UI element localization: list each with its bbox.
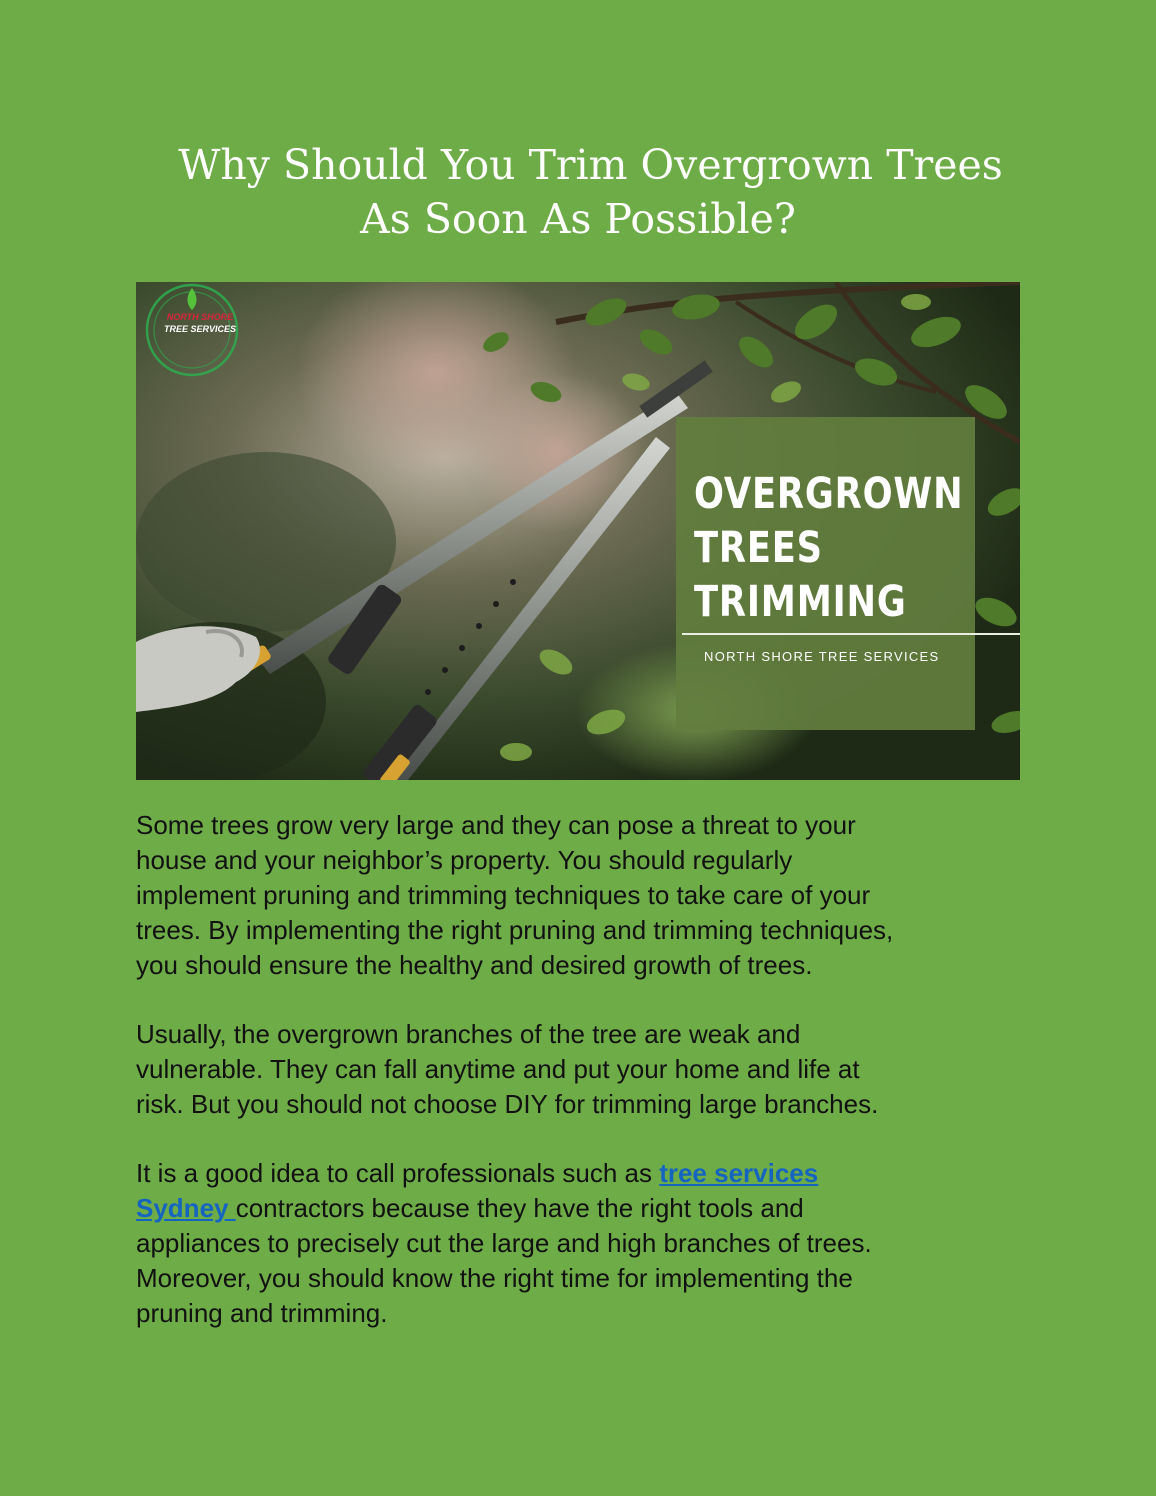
paragraph-line: you should ensure the healthy and desired growth of trees. xyxy=(136,950,813,980)
paragraph-line: risk. But you should not choose DIY for trimming large branches. xyxy=(136,1089,879,1119)
hero-divider xyxy=(682,633,1020,635)
paragraph-line: pruning and trimming. xyxy=(136,1298,388,1328)
paragraph-3 xyxy=(136,1156,1036,1331)
article-body xyxy=(136,808,1036,1365)
tree-services-sydney-link-continued[interactable]: Sydney xyxy=(136,1193,236,1223)
logo-text-line-2: TREE SERVICES xyxy=(163,324,237,334)
hero-heading-line-2: TREES xyxy=(694,523,823,573)
logo-text-line-1: NORTH SHORE xyxy=(166,312,234,322)
title-line-1: Why Should You Trim Overgrown Trees xyxy=(178,141,1003,189)
paragraph-line: trees. By implementing the right pruning and trimming techniques, xyxy=(136,915,894,945)
paragraph-line: Usually, the overgrown branches of the tree are weak and xyxy=(136,1019,801,1049)
paragraph-text: It is a good idea to call professionals such as xyxy=(136,1158,660,1188)
paragraph-line: house and your neighbor’s property. You should regularly xyxy=(136,845,793,875)
paragraph-line: vulnerable. They can fall anytime and put your home and life at xyxy=(136,1054,860,1084)
tree-services-sydney-link[interactable]: tree services xyxy=(659,1158,819,1188)
paragraph-text: contractors because they have the right tools and xyxy=(235,1193,804,1223)
hero-heading-line-3: TRIMMING xyxy=(694,577,907,627)
paragraph-line: implement pruning and trimming techniques to take care of your xyxy=(136,880,871,910)
paragraph-line xyxy=(136,1191,1036,1226)
paragraph-line: appliances to precisely cut the large and high branches of trees. xyxy=(136,1228,872,1258)
company-logo xyxy=(140,286,252,382)
paragraph-1 xyxy=(136,808,1036,983)
paragraph-line: Some trees grow very large and they can pose a threat to your xyxy=(136,810,856,840)
hero-image xyxy=(136,282,1020,780)
page-title xyxy=(0,138,1156,246)
title-line-2: As Soon As Possible? xyxy=(360,195,796,243)
paragraph-line: Moreover, you should know the right time for implementing the xyxy=(136,1263,853,1293)
paragraph-line xyxy=(136,1156,1036,1191)
paragraph-2 xyxy=(136,1017,1036,1122)
hero-heading-line-1: OVERGROWN xyxy=(694,469,964,519)
hero-heading xyxy=(694,467,964,629)
hero-subheading: NORTH SHORE TREE SERVICES xyxy=(704,649,940,664)
hero-caption-box xyxy=(676,417,975,730)
